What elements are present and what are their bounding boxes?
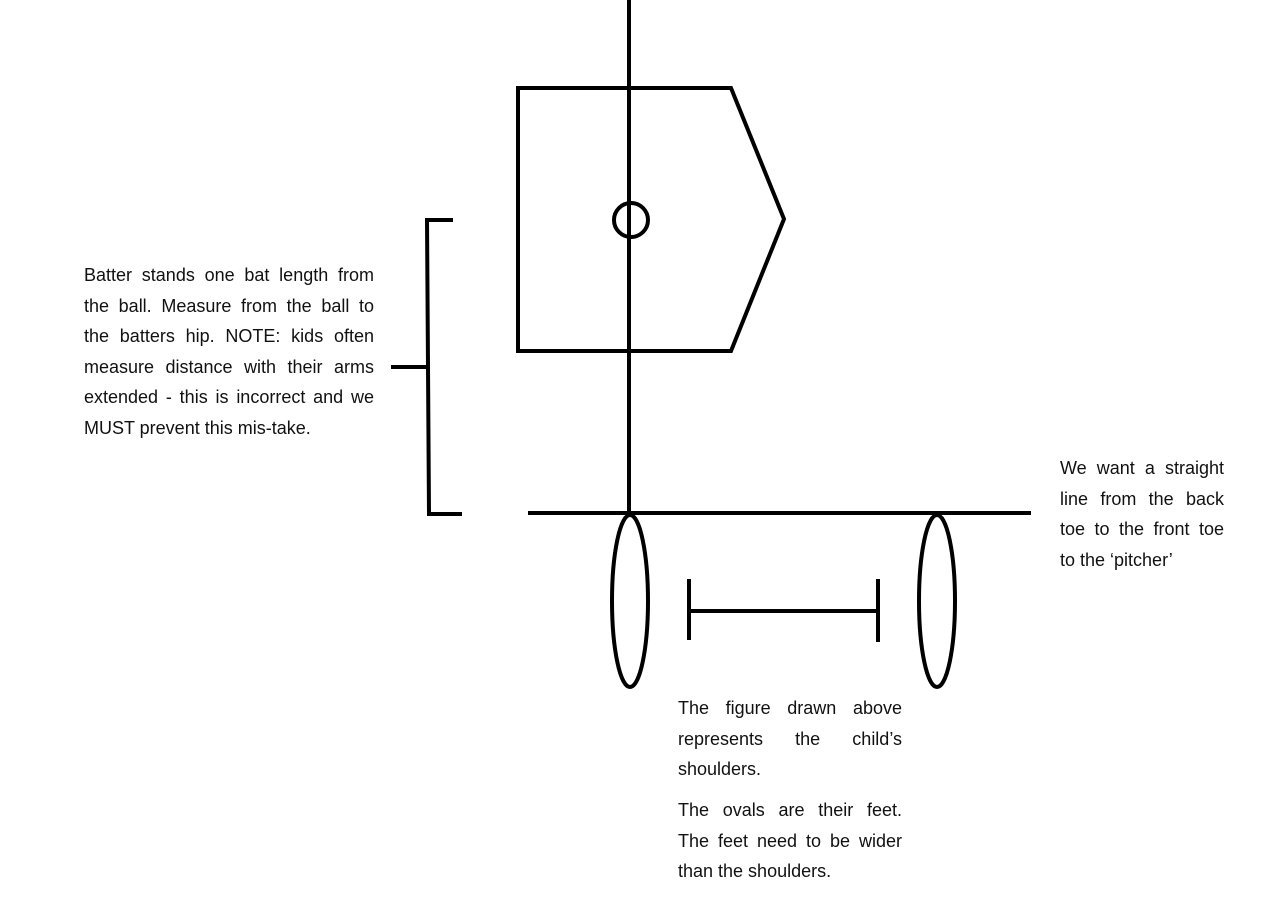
straight-line-note xyxy=(1060,453,1224,575)
feet-note xyxy=(678,795,902,887)
straight-line-note-text: We want a straight line from the back toe to the front toe to the ‘pitcher’ xyxy=(1060,458,1224,570)
feet-note-text: The ovals are their feet. The feet need to be wider than the shoulders. xyxy=(678,800,902,881)
back-foot-oval xyxy=(612,515,648,687)
front-foot-oval xyxy=(919,515,955,687)
shoulder-width-marker xyxy=(689,579,878,642)
bat-length-note xyxy=(84,260,374,443)
shoulders-note xyxy=(678,693,902,785)
bat-length-note-text: Batter stands one bat length from the ball. Measure from the ball to the batters hip. NOTE: kids often measure distance with their arms extended - this is incorrect and we MUST prevent this mis-take. xyxy=(84,265,374,438)
bat-length-bracket xyxy=(427,220,462,514)
home-plate xyxy=(518,88,784,351)
shoulders-note-text: The figure drawn above represents the child’s shoulders. xyxy=(678,698,902,779)
